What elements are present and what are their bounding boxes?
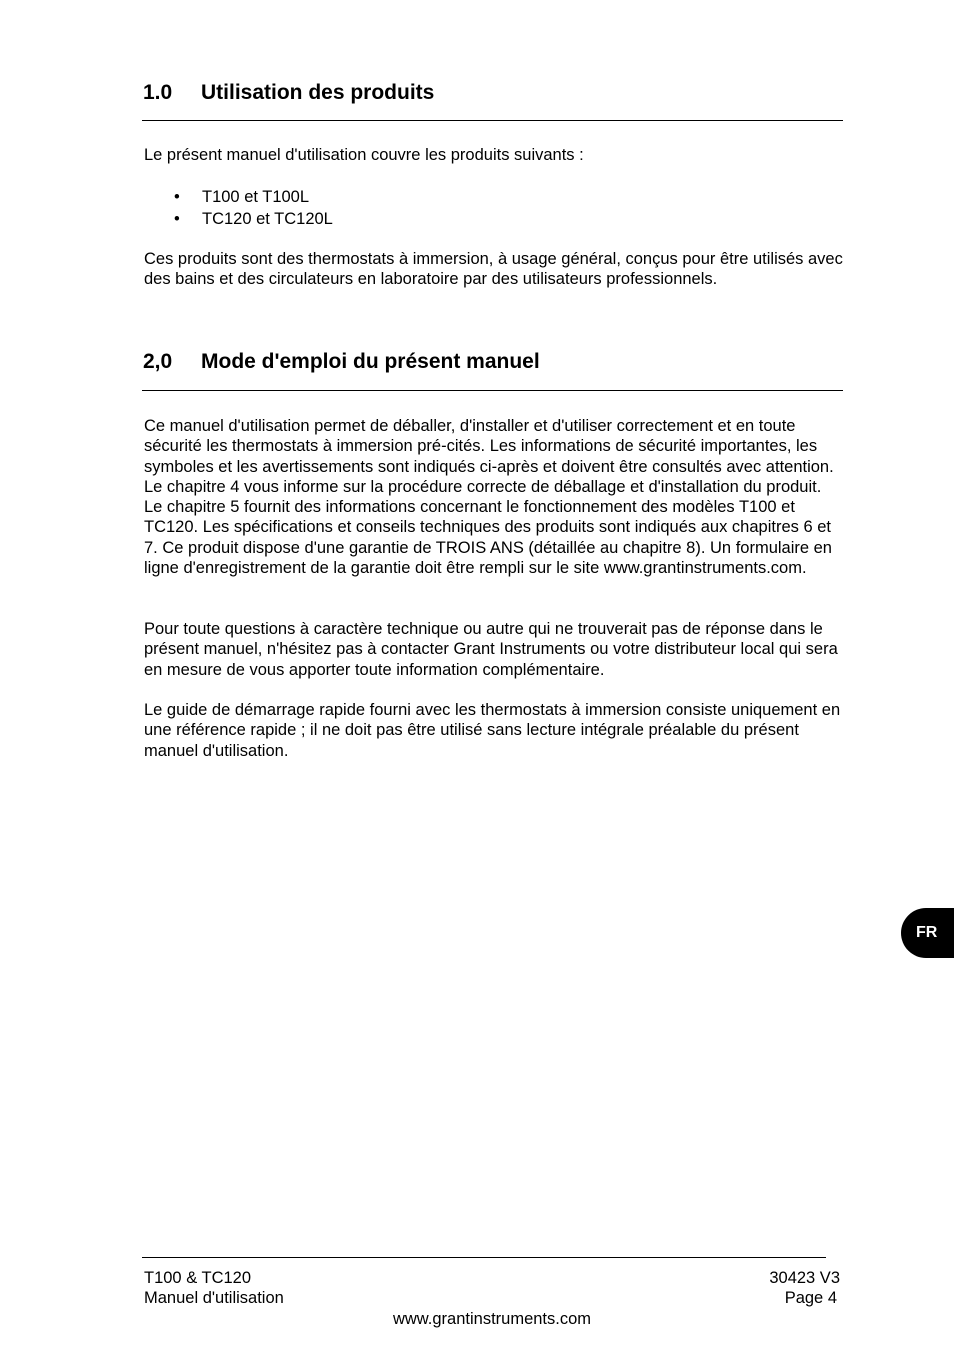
footer-product: T100 & TC120 bbox=[144, 1269, 252, 1287]
section-1-divider bbox=[142, 120, 843, 121]
section-2-number: 2,0 bbox=[143, 350, 173, 373]
bullet-icon: • bbox=[174, 188, 180, 206]
section-2-paragraph-1: Ce manuel d'utilisation permet de déballer, d'installer et d'utiliser correctement et en toute sécurité les thermostats à immersion pré-cités. Les informations de sécurité importantes, les symboles et les avertissements sont indiqués ci-après et doivent être consultés avec attention. Le chapitre 4 vous informe sur la procédure correcte de déballage et d'installation du produit. Le chapitre 5 fournit des informations concernant le fonctionnement des modèles T100 et TC120. Les spécifications et conseils techniques des produits sont indiqués aux chapitres 6 et 7. Ce produit dispose d'une garantie de TROIS ANS (détaillée au chapitre 8). Un formulaire en ligne d'enregistrement de la garantie doit être rempli sur le site www.grantinstruments.com. bbox=[144, 417, 834, 578]
section-2-paragraph-2: Pour toute questions à caractère technique ou autre qui ne trouverait pas de réponse dans le présent manuel, n'hésitez pas à contacter Grant Instruments ou votre distributeur local qui sera en mesure de vous apporter toute information complémentaire. bbox=[144, 620, 838, 679]
footer-divider bbox=[142, 1257, 826, 1258]
section-2-paragraph-3: Le guide de démarrage rapide fourni avec les thermostats à immersion consiste uniquement en une référence rapide ; il ne doit pas être utilisé sans lecture intégrale préalable du présent manuel d'utilisation. bbox=[144, 701, 841, 760]
product-name: TC120 et TC120L bbox=[202, 210, 333, 228]
product-name: T100 et T100L bbox=[202, 188, 310, 206]
section-1-title: Utilisation des produits bbox=[201, 81, 435, 104]
footer-page-number: Page 4 bbox=[784, 1289, 837, 1307]
footer-manual-title: Manuel d'utilisation bbox=[144, 1289, 284, 1307]
footer-doc-reference: 30423 V3 bbox=[769, 1269, 840, 1287]
product-list bbox=[144, 186, 333, 230]
list-item bbox=[144, 208, 333, 230]
language-tab: FR bbox=[901, 908, 954, 958]
list-item bbox=[144, 186, 333, 208]
bullet-icon: • bbox=[174, 210, 180, 228]
section-2-heading bbox=[143, 349, 843, 375]
section-1-description: Ces produits sont des thermostats à immersion, à usage général, conçus pour être utilisés avec des bains et des circulateurs en laboratoire par des utilisateurs professionnels. bbox=[144, 250, 843, 289]
section-1-intro: Le présent manuel d'utilisation couvre les produits suivants : bbox=[144, 146, 584, 164]
section-1-number: 1.0 bbox=[143, 81, 173, 104]
section-2-divider bbox=[142, 390, 843, 391]
footer-website: www.grantinstruments.com bbox=[392, 1310, 592, 1328]
section-1-heading bbox=[143, 80, 843, 106]
section-2-title: Mode d'emploi du présent manuel bbox=[201, 350, 540, 373]
